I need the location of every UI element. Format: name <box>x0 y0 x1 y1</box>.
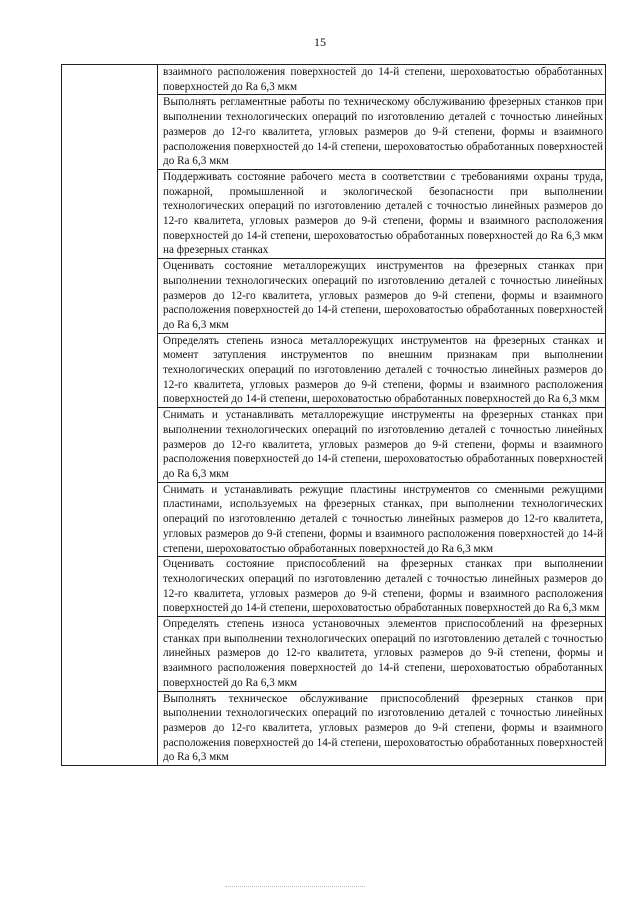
cell-text: Выполнять регламентные работы по техническому обслуживанию фрезерных станков при выполнении технологических операций по изготовлению деталей с точностью линейных размеров до 12-го квалитета, угловых размеров до 9-й степени, формы и взаимного расположения поверхностей до 14-й степени, шероховатостью обработанных поверхностей до Ra 6,3 мкм <box>163 96 603 168</box>
left-column-cell <box>62 65 158 766</box>
cell-text: Оценивать состояние металлорежущих инструментов на фрезерных станках при выполнении технологических операций по изготовлению деталей с точностью линейных размеров до 12-го квалитета, угловых размеров до 9-й степени, формы и взаимного расположения поверхностей до 14-й степени, шероховатостью обработанных поверхностей до Ra 6,3 мкм <box>163 260 603 331</box>
cell-text: Снимать и устанавливать режущие пластины инструментов со сменными режущими пластинами, используемых на фрезерных станках, при выполнении технологических операций по изготовлению деталей с точностью линейных размеров до 12-го квалитета, угловых размеров до 9-й степени, формы и взаимного расположения поверхностей до 14-й степени, шероховатостью обработанных поверхностей до Ra 6,3 мкм <box>163 483 603 555</box>
page-number: 15 <box>314 35 326 49</box>
cell-text: Определять степень износа установочных элементов приспособлений на фрезерных станках при выполнении технологических операций по изготовлению деталей с точностью линейных размеров до 12-го квалитета, угловых размеров до 9-й степени, формы и взаимного расположения поверхностей до 14-й степени, шероховатостью обработанных поверхностей до Ra 6,3 мкм <box>163 618 603 689</box>
skills-table <box>61 64 606 766</box>
table-cell <box>158 617 606 692</box>
table-row <box>62 65 606 95</box>
table-cell <box>158 259 606 334</box>
table-cell <box>158 691 606 766</box>
table-cell <box>158 557 606 617</box>
table-cell <box>158 333 606 408</box>
cell-text: Оценивать состояние приспособлений на фрезерных станках при выполнении технологических операций по изготовлению деталей с точностью линейных размеров до 12-го квалитета, угловых размеров до 9-й степени, формы и взаимного расположения поверхностей до 14-й степени, шероховатостью обработанных поверхностей до Ra 6,3 мкм <box>163 558 603 615</box>
cell-text: Выполнять техническое обслуживание приспособлений фрезерных станков при выполнении технологических операций по изготовлению деталей с точностью линейных размеров до 12-го квалитета, угловых размеров до 9-й степени, формы и взаимного расположения поверхностей до 14-й степени, шероховатостью обработанных поверхностей до Ra 6,3 мкм <box>163 692 603 764</box>
table-cell <box>158 65 606 95</box>
bottom-divider <box>225 886 365 887</box>
cell-text: Снимать и устанавливать металлорежущие инструменты на фрезерных станках при выполнении технологических операций по изготовлению деталей с точностью линейных размеров до 12-го квалитета, угловых размеров до 9-й степени, формы и взаимного расположения поверхностей до 14-й степени, шероховатостью обработанных поверхностей до Ra 6,3 мкм <box>163 409 603 480</box>
cell-text: Поддерживать состояние рабочего места в соответствии с требованиями охраны труда, пожарной, промышленной и экологической безопасности при выполнении технологических операций по изготовлению деталей с точностью линейных размеров до 12-го квалитета, угловых размеров до 9-й степени, формы и взаимного расположения поверхностей до 14-й степени, шероховатостью обработанных поверхностей до Ra 6,3 мкм на фрезерных станках <box>163 170 603 257</box>
cell-text: взаимного расположения поверхностей до 14-й степени, шероховатостью обработанных поверхностей до Ra 6,3 мкм <box>163 66 603 93</box>
table-cell <box>158 169 606 258</box>
table-cell <box>158 408 606 483</box>
table-cell <box>158 482 606 557</box>
table-cell <box>158 95 606 170</box>
cell-text: Определять степень износа металлорежущих инструментов на фрезерных станках и момент затупления инструментов по внешним признакам при выполнении технологических операций по изготовлению деталей с точностью линейных размеров до 12-го квалитета, угловых размеров до 9-й степени, формы и взаимного расположения поверхностей до 14-й степени, шероховатостью обработанных поверхностей до Ra 6,3 мкм <box>163 334 603 406</box>
